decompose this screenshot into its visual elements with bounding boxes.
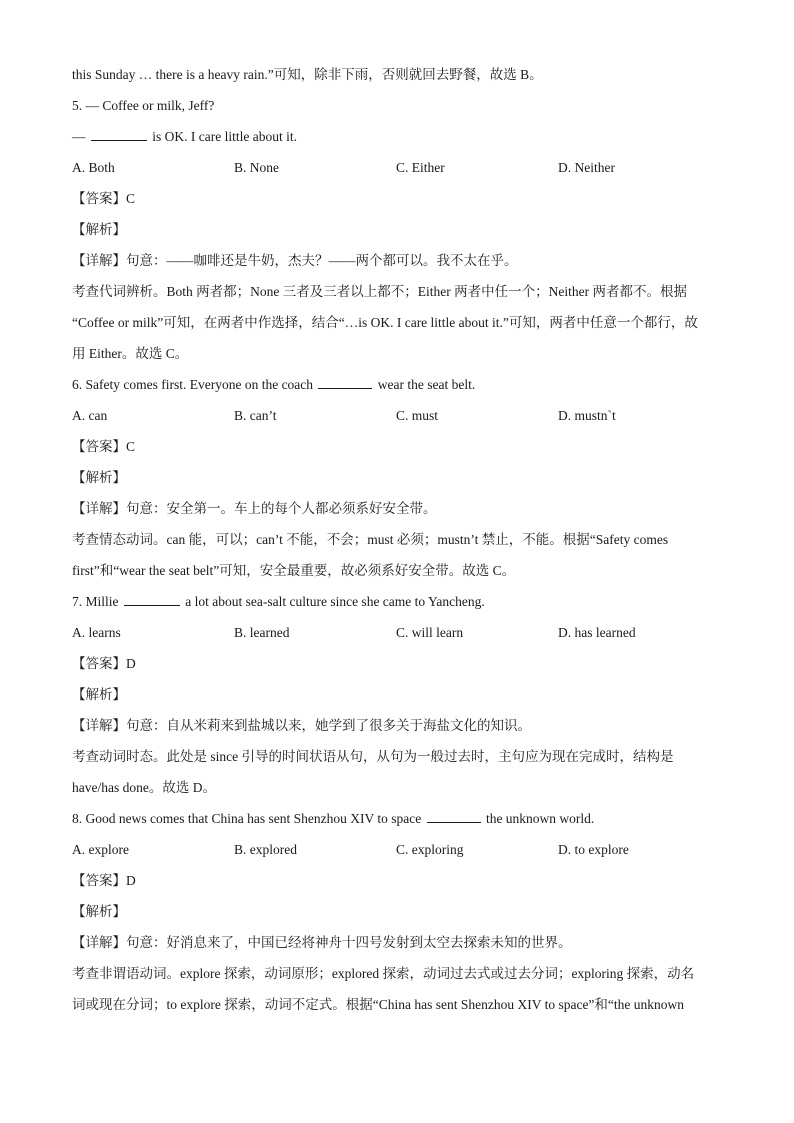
q6-explain-1: 考查情态动词。can 能，可以；can’t 不能，不会；must 必须；mustn’t 禁止，不能。根据“Safety comes (72, 532, 669, 547)
q6-stem-prefix: 6. Safety comes first. Everyone on the coach (72, 377, 317, 392)
q6-stem-suffix: wear the seat belt. (374, 377, 476, 392)
q8-blank (427, 808, 481, 823)
q8-options (72, 838, 732, 869)
q5-answer: 【答案】C (72, 191, 136, 206)
q7-blank (124, 591, 180, 606)
q7-explain-2: have/has done。故选 D。 (72, 780, 216, 795)
q6-option-d: D. mustn`t (558, 408, 616, 423)
q5-option-b: B. None (234, 160, 279, 175)
q5-option-a: A. Both (72, 160, 115, 175)
q7-analysis-heading: 【解析】 (72, 687, 126, 702)
q6-option-c: C. must (396, 408, 439, 423)
q6-option-a: A. can (72, 408, 108, 423)
q8-detail: 【详解】句意：好消息来了，中国已经将神舟十四号发射到太空去探索未知的世界。 (72, 935, 572, 950)
q5-explain-3: 用 Either。故选 C。 (72, 346, 189, 361)
q8-stem-prefix: 8. Good news comes that China has sent Shenzhou XIV to space (72, 811, 425, 826)
q7-stem-suffix: a lot about sea-salt culture since she came to Yancheng. (181, 594, 485, 609)
q8-explain-1: 考查非谓语动词。explore 探索，动词原形；explored 探索，动词过去式或过去分词；exploring 探索，动名 (72, 966, 695, 981)
q8-analysis-heading: 【解析】 (72, 904, 126, 919)
q5-explain-1: 考查代词辨析。Both 两者都；None 三者及三者以上都不；Either 两者中任一个；Neither 两者都不。根据 (72, 284, 687, 299)
q7-options (72, 621, 732, 652)
q6-blank (318, 374, 372, 389)
q8-option-d: D. to explore (558, 842, 629, 857)
q8-explain-2: 词或现在分词；to explore 探索，动词不定式。根据“China has sent Shenzhou XIV to space”和“the unknown (72, 997, 685, 1012)
q7-answer: 【答案】D (72, 656, 136, 671)
q8-option-a: A. explore (72, 842, 129, 857)
q5-option-c: C. Either (396, 160, 445, 175)
q6-option-b: B. can’t (234, 408, 277, 423)
q5-analysis-heading: 【解析】 (72, 222, 126, 237)
q5-dash: — (72, 129, 89, 144)
q7-stem (72, 590, 732, 621)
q7-detail: 【详解】句意：自从米莉来到盐城以来，她学到了很多关于海盐文化的知识。 (72, 718, 531, 733)
q5-stem: 5. — Coffee or milk, Jeff? (72, 98, 215, 113)
q6-stem (72, 373, 732, 404)
q6-options (72, 404, 732, 435)
q5-detail: 【详解】句意：——咖啡还是牛奶，杰夫？——两个都可以。我不太在乎。 (72, 253, 518, 268)
q6-analysis-heading: 【解析】 (72, 470, 126, 485)
q8-stem-suffix: the unknown world. (482, 811, 595, 826)
q5-blank (91, 126, 147, 141)
q7-stem-prefix: 7. Millie (72, 594, 122, 609)
q5-options (72, 156, 732, 187)
q7-option-c: C. will learn (396, 625, 464, 640)
q5-stem-suffix: is OK. I care little about it. (148, 129, 297, 144)
q8-answer: 【答案】D (72, 873, 136, 888)
q7-option-b: B. learned (234, 625, 290, 640)
q8-stem (72, 807, 732, 838)
q7-explain-1: 考查动词时态。此处是 since 引导的时间状语从句，从句为一般过去时，主句应为现在完成时，结构是 (72, 749, 674, 764)
q7-option-d: D. has learned (558, 625, 636, 640)
q6-explain-2: first”和“wear the seat belt”可知，安全最重要，故必须系好安全带。故选 C。 (72, 563, 516, 578)
q5-stem-line2 (72, 125, 732, 156)
q7-option-a: A. learns (72, 625, 121, 640)
q6-detail: 【详解】句意：安全第一。车上的每个人都必须系好安全带。 (72, 501, 437, 516)
document-page (72, 63, 732, 1024)
q5-explain-2: “Coffee or milk”可知，在两者中作选择，结合“…is OK. I care little about it.”可知，两者中任意一个都行，故 (72, 315, 698, 330)
q8-option-c: C. exploring (396, 842, 464, 857)
q8-option-b: B. explored (234, 842, 297, 857)
q6-answer: 【答案】C (72, 439, 136, 454)
intro-line: this Sunday … there is a heavy rain.”可知，除非下雨，否则就回去野餐，故选 B。 (72, 67, 543, 82)
q5-option-d: D. Neither (558, 160, 615, 175)
